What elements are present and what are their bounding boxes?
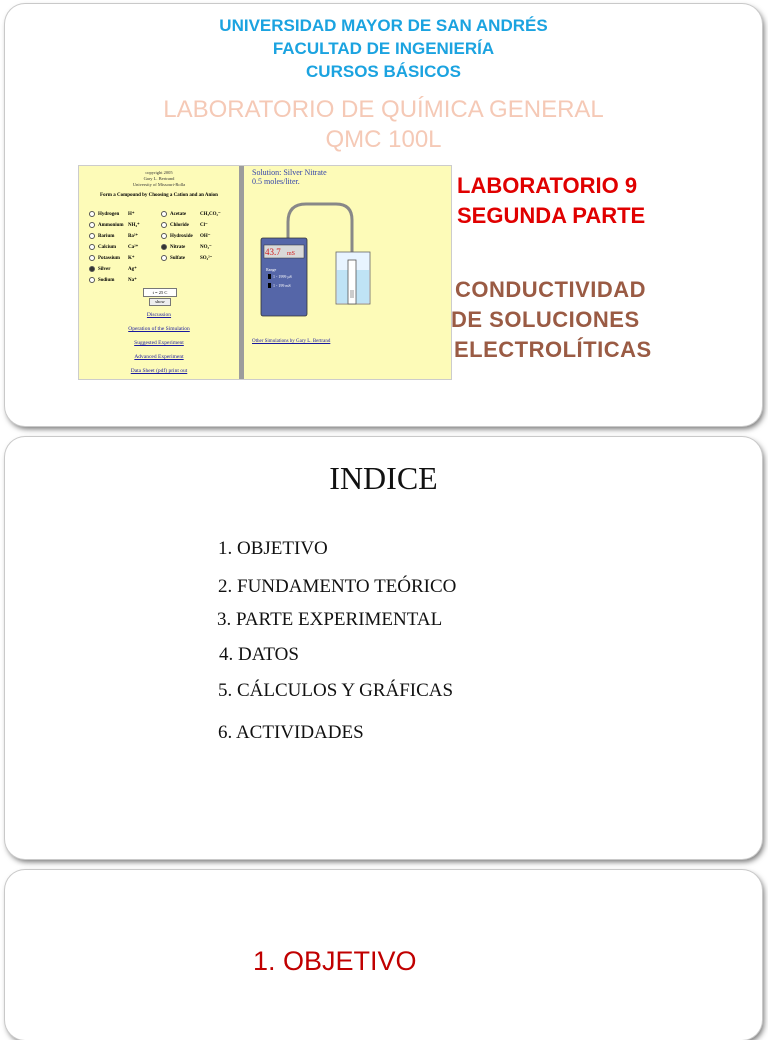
temperature-select[interactable]: t = 25 C [143, 288, 177, 297]
objetivo-title: 1. OBJETIVO [253, 946, 417, 976]
anion-name: Acetate [170, 212, 187, 218]
slide-title [5, 4, 762, 426]
course-code: QMC 100L [325, 126, 442, 153]
anion-symbol: SO₄²⁻ [200, 256, 213, 262]
sim-instruction: Form a Compound by Choosing a Cation and an Anion [100, 193, 218, 198]
topic-line-3: ELECTROLÍTICAS [454, 337, 652, 362]
courses-name: CURSOS BÁSICOS [306, 62, 461, 81]
solution-label: Solution: Silver Nitrate [252, 168, 327, 177]
meter-value: 43.7 [265, 247, 281, 257]
cation-name: Barium [98, 234, 115, 240]
cation-symbol: Ag⁺ [128, 267, 137, 273]
anion-option[interactable] [161, 255, 212, 261]
topic-line-2: DE SOLUCIONES [451, 307, 640, 332]
link-operation[interactable]: Operation of the Simulation [128, 326, 190, 332]
university-name: UNIVERSIDAD MAYOR DE SAN ANDRÉS [219, 16, 548, 35]
conductivity-meter-illustration [244, 166, 451, 379]
radio-button[interactable] [89, 244, 95, 250]
sim-author: Gary L. Bertrand [143, 176, 175, 181]
cation-symbol: H⁺ [128, 212, 135, 218]
index-item-fundamento: 2. FUNDAMENTO TEÓRICO [218, 576, 457, 597]
concentration-label: 0.5 moles/liter. [252, 177, 300, 186]
radio-button[interactable] [161, 211, 167, 217]
lab-part: SEGUNDA PARTE [457, 203, 646, 228]
radio-button[interactable] [89, 233, 95, 239]
conductivity-simulation-image [78, 165, 452, 380]
meter-readout [265, 246, 303, 260]
show-button[interactable]: show [149, 298, 171, 306]
radio-button[interactable] [161, 222, 167, 228]
anion-option[interactable] [161, 244, 212, 250]
cation-option[interactable] [89, 255, 135, 261]
simulation-control-panel [79, 166, 239, 379]
cation-symbol: K⁺ [128, 256, 135, 262]
radio-button[interactable] [161, 244, 167, 250]
anion-symbol: CH₃CO₂⁻ [200, 212, 221, 218]
cation-option[interactable] [89, 233, 138, 239]
cation-option[interactable] [89, 222, 140, 228]
cation-name: Potassium [98, 256, 120, 262]
radio-button[interactable] [161, 255, 167, 261]
anion-option[interactable] [161, 233, 210, 239]
anion-option[interactable] [161, 222, 208, 228]
index-item-objetivo: 1. OBJETIVO [218, 538, 328, 559]
sim-copyright: copyright 2005 [145, 170, 173, 175]
index-title: INDICE [329, 460, 438, 496]
range-label: Range [266, 267, 277, 272]
link-data-sheet[interactable]: Data Sheet (pdf) print out [130, 368, 188, 374]
slide-index [5, 437, 762, 859]
simulation-apparatus-panel [244, 166, 451, 379]
range-option-1[interactable]: 1 - 1999 µS [273, 274, 292, 279]
cation-symbol: Ba²⁺ [128, 234, 138, 240]
cation-symbol: NH₄⁺ [128, 223, 140, 229]
topic-line-1: CONDUCTIVIDAD [455, 277, 647, 302]
link-suggested-experiment[interactable]: Suggested Experiment [134, 340, 184, 346]
meter-unit: mS [287, 251, 296, 257]
cation-name: Silver [98, 267, 111, 273]
other-simulations-link[interactable]: Other Simulations by Gary L. Bertrand [252, 339, 331, 344]
radio-button[interactable] [89, 211, 95, 217]
cation-option[interactable] [89, 244, 138, 250]
radio-button[interactable] [161, 233, 167, 239]
range-option-2[interactable]: 1 - 199 mS [273, 283, 291, 288]
radio-button[interactable] [89, 222, 95, 228]
cation-option[interactable] [89, 277, 137, 283]
index-item-parte-experimental: 3. PARTE EXPERIMENTAL [217, 609, 443, 630]
radio-button[interactable] [89, 266, 95, 272]
link-advanced-experiment[interactable]: Advanced Experiment [134, 354, 184, 360]
index-item-calculos: 5. CÁLCULOS Y GRÁFICAS [218, 680, 454, 701]
cation-name: Calcium [98, 245, 117, 251]
cation-name: Sodium [98, 278, 115, 284]
radio-button[interactable] [89, 255, 95, 261]
anion-symbol: NO₃⁻ [200, 245, 212, 251]
anion-name: Sulfate [170, 256, 185, 262]
cation-symbol: Na⁺ [128, 278, 137, 284]
lab-title: LABORATORIO DE QUÍMICA GENERAL [163, 96, 604, 123]
anion-name: Chloride [170, 223, 189, 229]
index-item-datos: 4. DATOS [219, 644, 299, 665]
anion-option[interactable] [161, 211, 221, 217]
anion-name: Nitrate [170, 245, 186, 251]
faculty-name: FACULTAD DE INGENIERÍA [272, 39, 495, 58]
anion-symbol: OH⁻ [200, 234, 211, 240]
cation-name: Ammonium [98, 223, 124, 229]
cation-symbol: Ca²⁺ [128, 245, 139, 251]
cation-name: Hydrogen [98, 212, 120, 218]
sim-university: University of Missouri-Rolla [132, 182, 186, 187]
radio-button[interactable] [89, 277, 95, 283]
cation-option[interactable] [89, 266, 137, 272]
slide-objetivo [5, 870, 762, 1040]
cation-option[interactable] [89, 211, 135, 217]
lab-number: LABORATORIO 9 [457, 173, 638, 198]
link-discussion[interactable]: Discussion [146, 312, 172, 318]
anion-name: Hydroxide [170, 234, 193, 240]
index-item-actividades: 6. ACTIVIDADES [218, 722, 364, 743]
anion-symbol: Cl⁻ [200, 223, 208, 229]
